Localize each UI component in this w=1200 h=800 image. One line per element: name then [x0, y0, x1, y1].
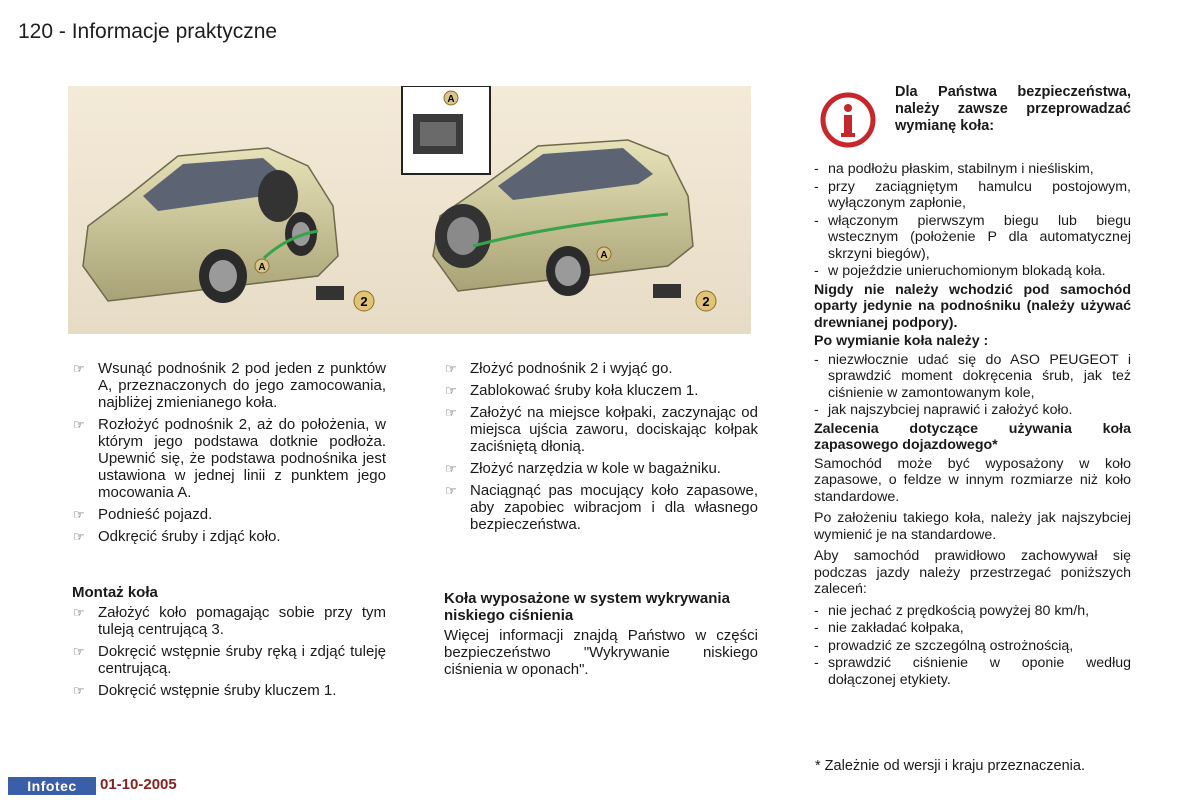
list-item: ☞ Odkręcić śruby i zdjąć koło.: [73, 528, 281, 545]
list-item: - przy zaciągniętym hamulcu postojowym, wyłączonym zapłonie,: [814, 178, 1131, 211]
list-item: ☞ Złożyć podnośnik 2 i wyjąć go.: [445, 360, 673, 377]
list-item: ☞ Złożyć narzędzia w kole w bagażniku.: [445, 460, 721, 477]
label-a-inset: A: [447, 94, 455, 105]
finishing-steps: [444, 360, 758, 533]
spare-paragraph-1: Samochód może być wyposażony w koło zapasowe, o feldze w innym rozmiarze niż koło standardowe.: [814, 455, 1131, 505]
wheel-change-illustration: [68, 86, 751, 334]
footnote: * Zależnie od wersji i kraju przeznaczenia.: [815, 758, 1085, 774]
list-item: ☞ Podnieść pojazd.: [73, 506, 213, 523]
spare-paragraph-2: Po założeniu takiego koła, należy jak najszybciej wymienić je na standardowe.: [814, 510, 1131, 543]
footer-date: 01-10-2005: [100, 776, 177, 793]
list-item: - nie jechać z prędkością powyżej 80 km/h,: [814, 602, 1090, 619]
list-item: - nie zakładać kołpaka,: [814, 620, 964, 636]
spare-paragraph-3: Aby samochód prawidłowo zachowywał się podczas jazdy należy przestrzegać poniższych zaleceń:: [814, 548, 1131, 597]
list-item: ☞ Dokręcić wstępnie śruby ręką i zdjąć tuleję centrującą.: [73, 643, 386, 677]
after-list: [814, 352, 1131, 419]
list-item: ☞ Naciągnąć pas mocujący koło zapasowe, aby zapobiec wibracjom i dla własnego bezpieczeństwa.: [445, 482, 758, 533]
middle-column: [444, 360, 758, 683]
pointing-hand-icon: ☞: [445, 361, 457, 376]
pointing-hand-icon: ☞: [73, 361, 85, 376]
spare-list: [814, 603, 1131, 689]
pointing-hand-icon: ☞: [445, 461, 457, 476]
section-heading-tpms: Koła wyposażone w system wykrywania niskiego ciśnienia: [444, 590, 730, 624]
label-2-left: 2: [360, 294, 368, 309]
after-heading: Po wymianie koła należy :: [814, 333, 989, 349]
never-warning: Nigdy nie należy wchodzić pod samochód oparty jedynie na podnośniku (należy używać drewnianej podpory).: [814, 281, 1131, 331]
list-item: ☞ Dokręcić wstępnie śruby kluczem 1.: [73, 682, 337, 699]
list-item: - jak najszybciej naprawić i założyć koło.: [814, 402, 1073, 418]
list-item: ☞ Założyć koło pomagając sobie przy tym tuleją centrującą 3.: [73, 604, 386, 638]
removal-steps: [72, 360, 386, 545]
warning-text: Dla Państwa bezpieczeństwa, należy zawsze przeprowadzać wymianę koła:: [895, 84, 1131, 134]
list-item: - sprawdzić ciśnienie w oponie według dołączonej etykiety.: [814, 655, 1131, 688]
label-a-left: A: [258, 262, 266, 273]
infotec-logo: Infotec: [8, 777, 96, 795]
mounting-steps: [72, 604, 386, 699]
pointing-hand-icon: ☞: [445, 483, 457, 498]
pointing-hand-icon: ☞: [73, 507, 85, 522]
page-title: 120 - Informacje praktyczne: [18, 20, 278, 43]
info-icon: [820, 92, 876, 148]
pointing-hand-icon: ☞: [73, 605, 85, 620]
list-item: - na podłożu płaskim, stabilnym i nieśliskim,: [814, 161, 1094, 177]
spare-heading: Zalecenia dotyczące używania koła zapasowego dojazdowego*: [814, 420, 1131, 453]
pointing-hand-icon: ☞: [445, 383, 457, 398]
label-2-right: 2: [702, 294, 710, 309]
list-item: ☞ Rozłożyć podnośnik 2, aż do położenia, w którym jego podstawa dotknie podłoża. Upewnić się, że podstawa podnośnika jest ustawiona w jednej linii z punktem jego mocowania A.: [73, 416, 386, 501]
right-column: [814, 161, 1131, 689]
pointing-hand-icon: ☞: [73, 417, 85, 432]
pointing-hand-icon: ☞: [445, 405, 457, 420]
list-item: - niezwłocznie udać się do ASO PEUGEOT i sprawdzić moment dokręcenia śrub, jak też ciśnienie w zamontowanym kole,: [814, 351, 1131, 401]
conditions-list: [814, 161, 1131, 280]
safety-warning: [820, 84, 1130, 150]
list-item: - prowadzić ze szczególną ostrożnością,: [814, 637, 1074, 654]
tpms-text: Więcej informacji znajdą Państwo w części bezpieczeństwo "Wykrywanie niskiego ciśnienia w oponach".: [444, 627, 758, 678]
list-item: ☞ Założyć na miejsce kołpaki, zaczynając od miejsca ujścia zaworu, dociskając kołpak zaciśniętą dłonią.: [445, 404, 758, 455]
list-item: ☞ Wsunąć podnośnik 2 pod jeden z punktów A, przeznaczonych do jego zamocowania, najbliżej zmienianego koła.: [73, 360, 386, 411]
section-heading-montaz: Montaż koła: [72, 584, 158, 601]
pointing-hand-icon: ☞: [73, 529, 85, 544]
left-column: [72, 360, 386, 704]
pointing-hand-icon: ☞: [73, 683, 85, 698]
label-a-right: A: [600, 250, 608, 261]
list-item: - włączonym pierwszym biegu lub biegu wstecznym (położenie P dla automatycznej skrzyni biegów),: [814, 212, 1131, 262]
list-item: - w pojeździe unieruchomionym blokadą koła.: [814, 263, 1106, 279]
pointing-hand-icon: ☞: [73, 644, 85, 659]
list-item: ☞ Zablokować śruby koła kluczem 1.: [445, 382, 699, 399]
